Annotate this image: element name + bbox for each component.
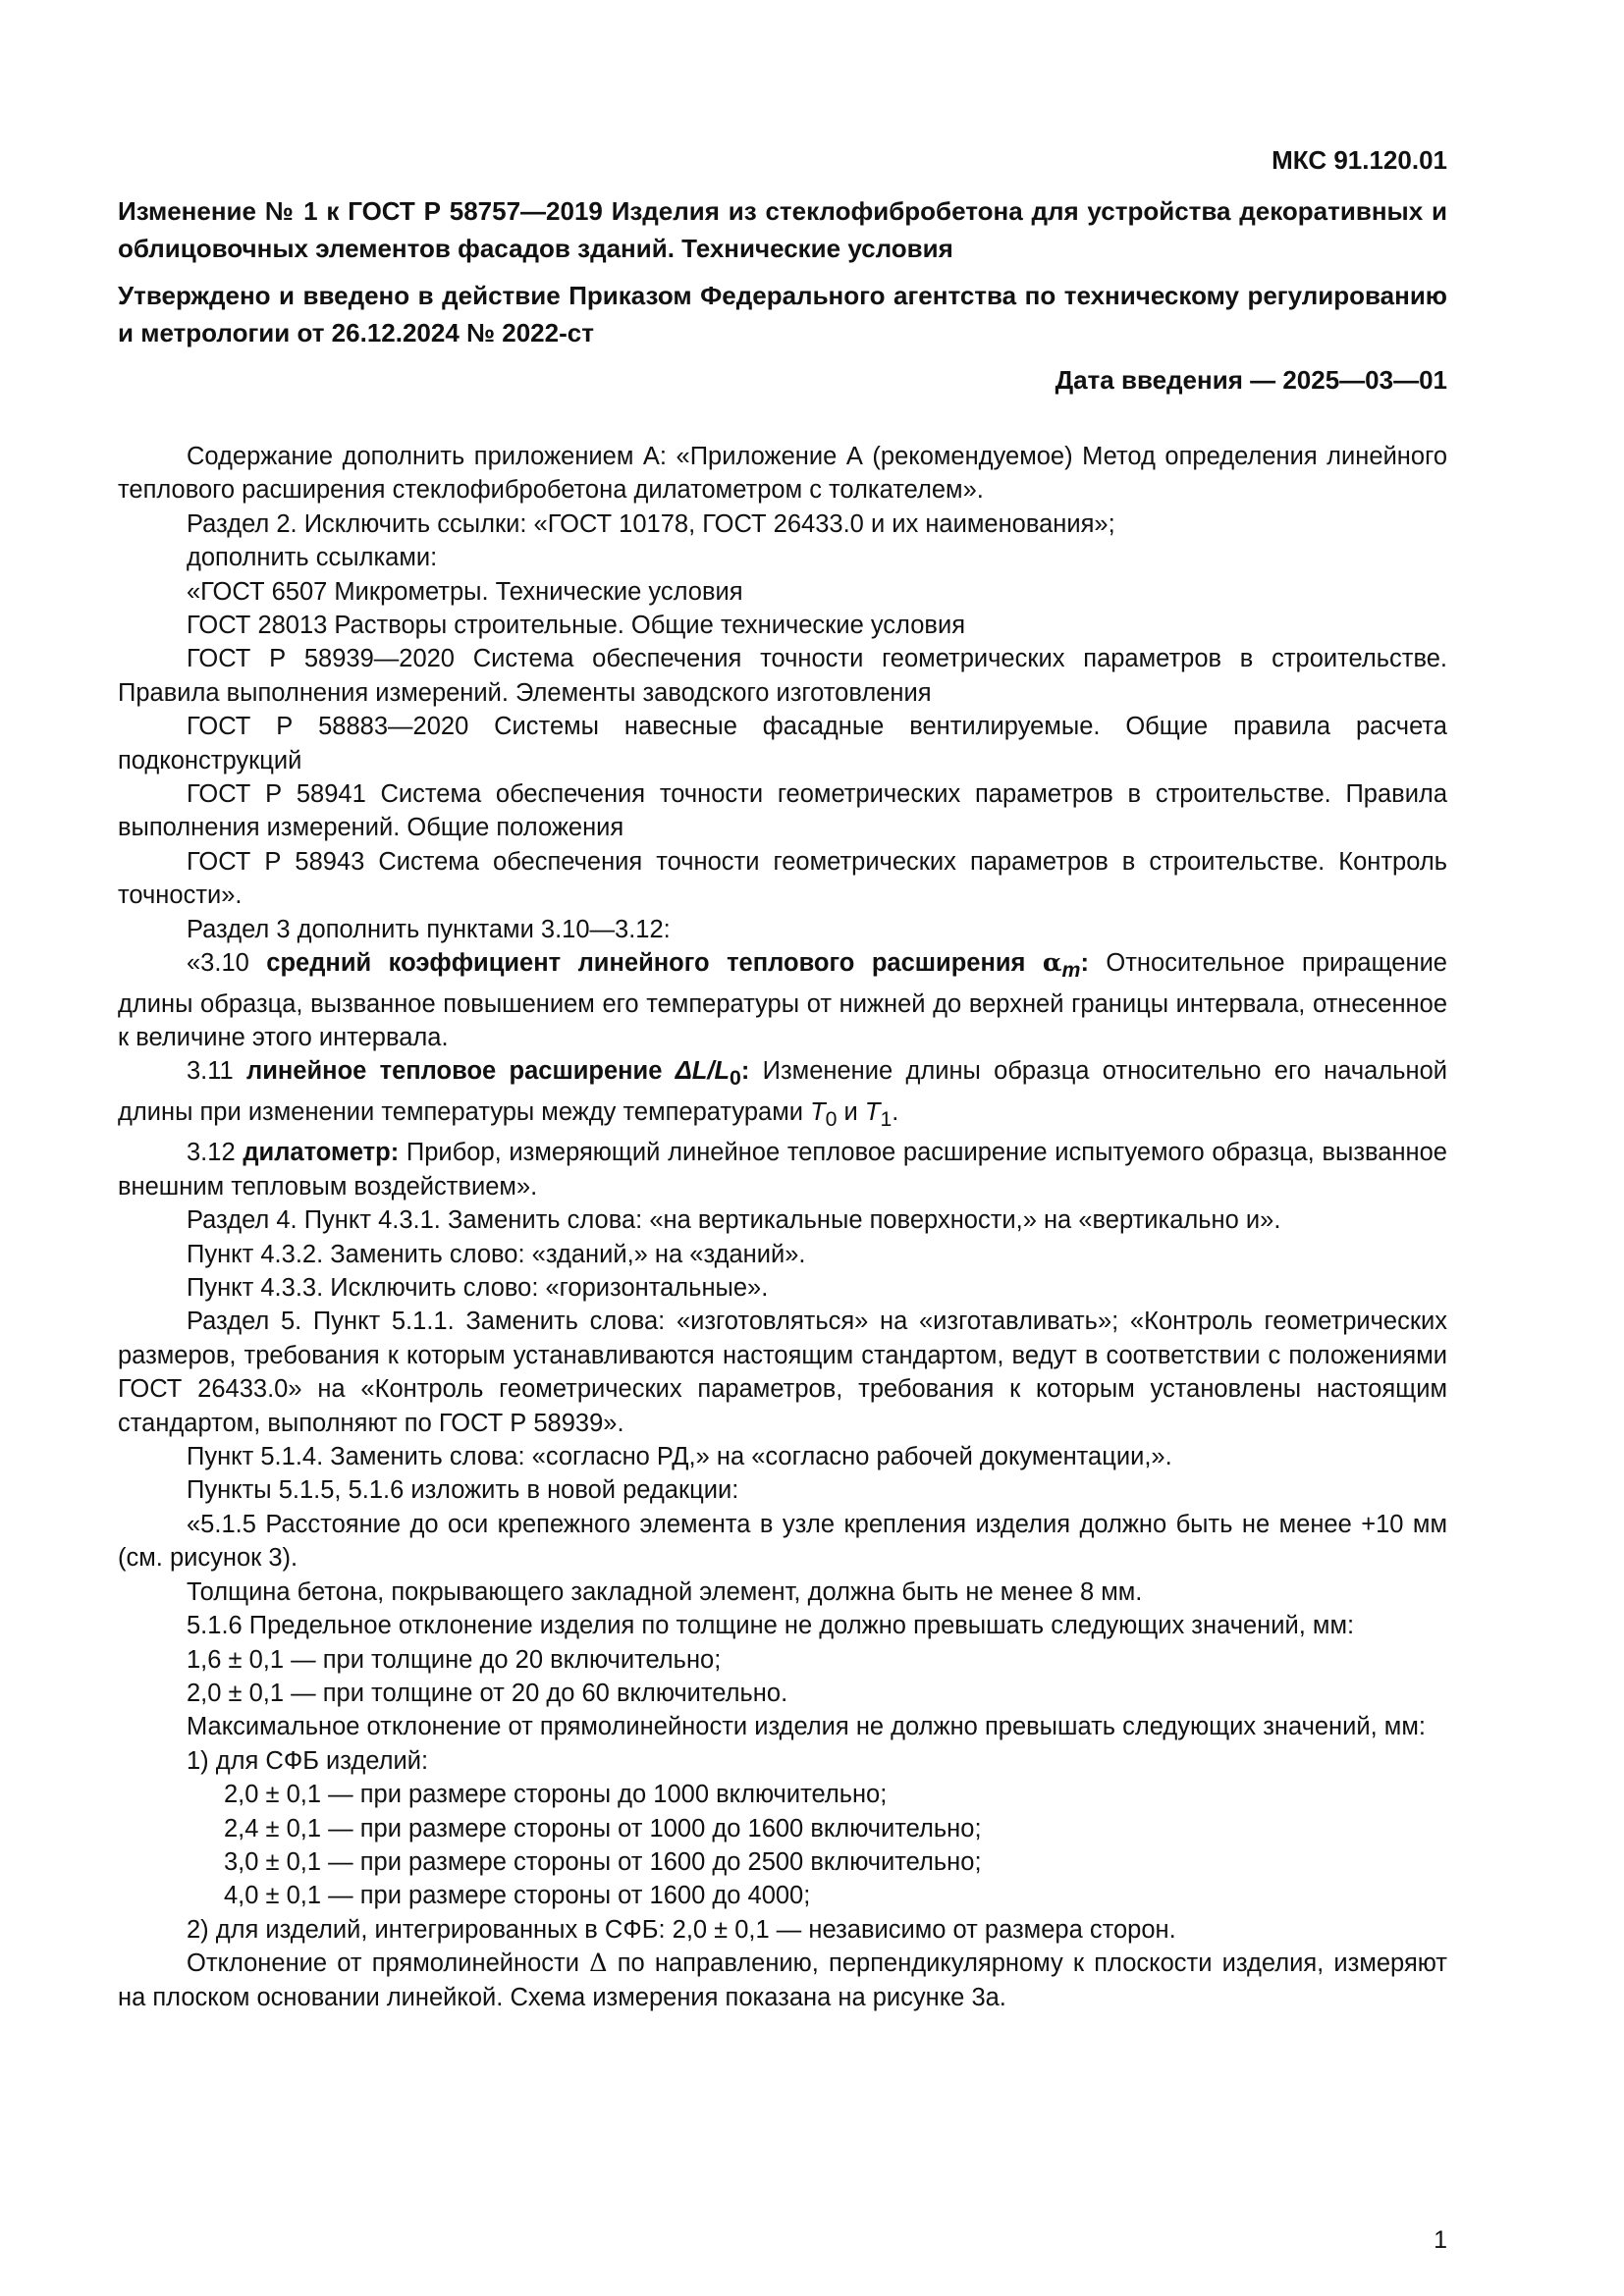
paragraph — [118, 1947, 1447, 2014]
paragraph: Пункт 4.3.3. Исключить слово: «горизонтальные». — [187, 1274, 769, 1303]
clause-number: 3.12 — [187, 1139, 244, 1167]
term: средний коэффициент линейного теплового расширения — [266, 949, 1043, 978]
term: дилатометр: — [243, 1139, 400, 1167]
list-item: 1,6 ± 0,1 — при толщине до 20 включительно; — [187, 1645, 722, 1674]
paragraph: Раздел 4. Пункт 4.3.1. Заменить слова: «на вертикальные поверхности,» на «вертикально и». — [187, 1206, 1281, 1235]
term-symbol-subscript: 0 — [730, 1066, 741, 1091]
term-symbol-subscript: m — [1061, 958, 1081, 983]
paragraph: дополнить ссылками: — [187, 544, 438, 572]
list-item: 2,0 ± 0,1 — при толщине от 20 до 60 включительно. — [187, 1679, 788, 1707]
paragraph: ГОСТ Р 58883—2020 Системы навесные фасадные вентилируемые. Общие правила расчета подконструкций — [118, 713, 1447, 774]
definition-text: Прибор, измеряющий линейное тепловое расширение испытуемого образца, вызванное внешним тепловым воздействием». — [118, 1139, 1447, 1201]
text-run: Отклонение от прямолинейности — [187, 1949, 590, 1978]
paragraph: ГОСТ Р 58941 Система обеспечения точности геометрических параметров в строительстве. Правила выполнения измерений. Общие положения — [118, 780, 1447, 842]
term-colon: : — [740, 1057, 750, 1086]
paragraph: ГОСТ Р 58939—2020 Система обеспечения точности геометрических параметров в строительстве. Правила выполнения измерений. Элементы заводского изготовления — [118, 645, 1447, 707]
temperature-symbol: T — [864, 1097, 881, 1126]
term-symbol: ΔL/L — [675, 1057, 731, 1086]
paragraph: «5.1.5 Расстояние до оси крепежного элемента в узле крепления изделия должно быть не менее +10 мм (см. рисунок 3). — [118, 1510, 1447, 1573]
clause-number: 3.11 — [187, 1057, 247, 1086]
list-item: 2) для изделий, интегрированных в СФБ: 2,0 ± 0,1 — независимо от размера сторон. — [187, 1915, 1176, 1944]
document-page — [118, 0, 1447, 2296]
paragraph: Содержание дополнить приложением А: «Приложение А (рекомендуемое) Метод определения линейного теплового расширения стеклофибробетона дилатометром с толкателем». — [118, 443, 1447, 505]
paragraph: 5.1.6 Предельное отклонение изделия по толщине не должно превышать следующих значений, мм: — [187, 1612, 1355, 1640]
clause-number: «3.10 — [187, 949, 267, 978]
definition-3-11 — [118, 1054, 1447, 1136]
paragraph: Раздел 3 дополнить пунктами 3.10—3.12: — [187, 915, 671, 943]
paragraph: «ГОСТ 6507 Микрометры. Технические условия — [187, 577, 743, 606]
paragraph: Максимальное отклонение от прямолинейности изделия не должно превышать следующих значений, мм: — [187, 1713, 1426, 1741]
paragraph: ГОСТ Р 58943 Система обеспечения точности геометрических параметров в строительстве. Контроль точности». — [118, 847, 1447, 910]
temperature-subscript: 0 — [825, 1107, 838, 1131]
period: . — [892, 1097, 899, 1126]
temperature-symbol: T — [810, 1097, 826, 1126]
delta-symbol: Δ — [589, 1949, 608, 1979]
text-run: по направлению, перпендикулярному к плоскости изделия, измеряют на плоском основании линейкой. Схема измерения показана на рисунке 3а. — [118, 1949, 1447, 2011]
definition-3-10 — [118, 946, 1447, 1054]
term: линейное тепловое расширение — [246, 1057, 676, 1086]
term-symbol: α — [1042, 948, 1062, 979]
list-item: 2,4 ± 0,1 — при размере стороны от 1000 до 1600 включительно; — [224, 1814, 982, 1842]
list-item: 1) для СФБ изделий: — [187, 1746, 429, 1775]
paragraph: Пункт 4.3.2. Заменить слово: «зданий,» на «зданий». — [187, 1240, 806, 1268]
paragraph: Толщина бетона, покрывающего закладной элемент, должна быть не менее 8 мм. — [187, 1577, 1143, 1606]
effective-date: Дата введения — 2025—03—01 — [1055, 365, 1447, 395]
term-colon: : — [1080, 949, 1089, 978]
definition-text: Относительное приращение длины образца, вызванное повышением его температуры от нижней до верхней границы интервала, отнесенное к величине этого интервала. — [118, 949, 1447, 1051]
paragraph: ГОСТ 28013 Растворы строительные. Общие технические условия — [187, 612, 966, 640]
definition-3-12 — [118, 1136, 1447, 1203]
amendment-title: Изменение № 1 к ГОСТ Р 58757—2019 Изделия из стеклофибробетона для устройства декоративных и облицовочных элементов фасадов зданий. Технические условия — [118, 196, 1447, 263]
paragraph: Раздел 2. Исключить ссылки: «ГОСТ 10178, ГОСТ 26433.0 и их наименования»; — [187, 509, 1115, 538]
page-number: 1 — [1434, 2226, 1447, 2254]
paragraph: Раздел 5. Пункт 5.1.1. Заменить слова: «изготовляться» на «изготавливать»; «Контроль геометрических размеров, требования к которым устанавливаются настоящим стандартом, ведут в соответствии с положениями ГОСТ 26433.0» на «Контроль геометрических параметров, требования к которым установлены настоящим стандартом, выполняют по ГОСТ Р 58939». — [118, 1308, 1447, 1437]
list-item: 3,0 ± 0,1 — при размере стороны от 1600 до 2500 включительно; — [224, 1847, 982, 1876]
mks-code: МКС 91.120.01 — [1272, 145, 1447, 175]
document-body — [118, 440, 1447, 2014]
list-item: 4,0 ± 0,1 — при размере стороны от 1600 до 4000; — [224, 1882, 811, 1910]
paragraph: Пункт 5.1.4. Заменить слова: «согласно РД,» на «согласно рабочей документации,». — [187, 1443, 1172, 1471]
conjunction: и — [837, 1097, 865, 1126]
definition-text: Изменение длины образца относительно его начальной длины при изменении температуры между температурами — [118, 1057, 1447, 1126]
paragraph: Пункты 5.1.5, 5.1.6 изложить в новой редакции: — [187, 1476, 739, 1505]
approval-statement: Утверждено и введено в действие Приказом Федерального агентства по техническому регулированию и метрологии от 26.12.2024 № 2022-ст — [118, 281, 1447, 347]
list-item: 2,0 ± 0,1 — при размере стороны до 1000 включительно; — [224, 1781, 888, 1809]
temperature-subscript: 1 — [880, 1107, 893, 1131]
